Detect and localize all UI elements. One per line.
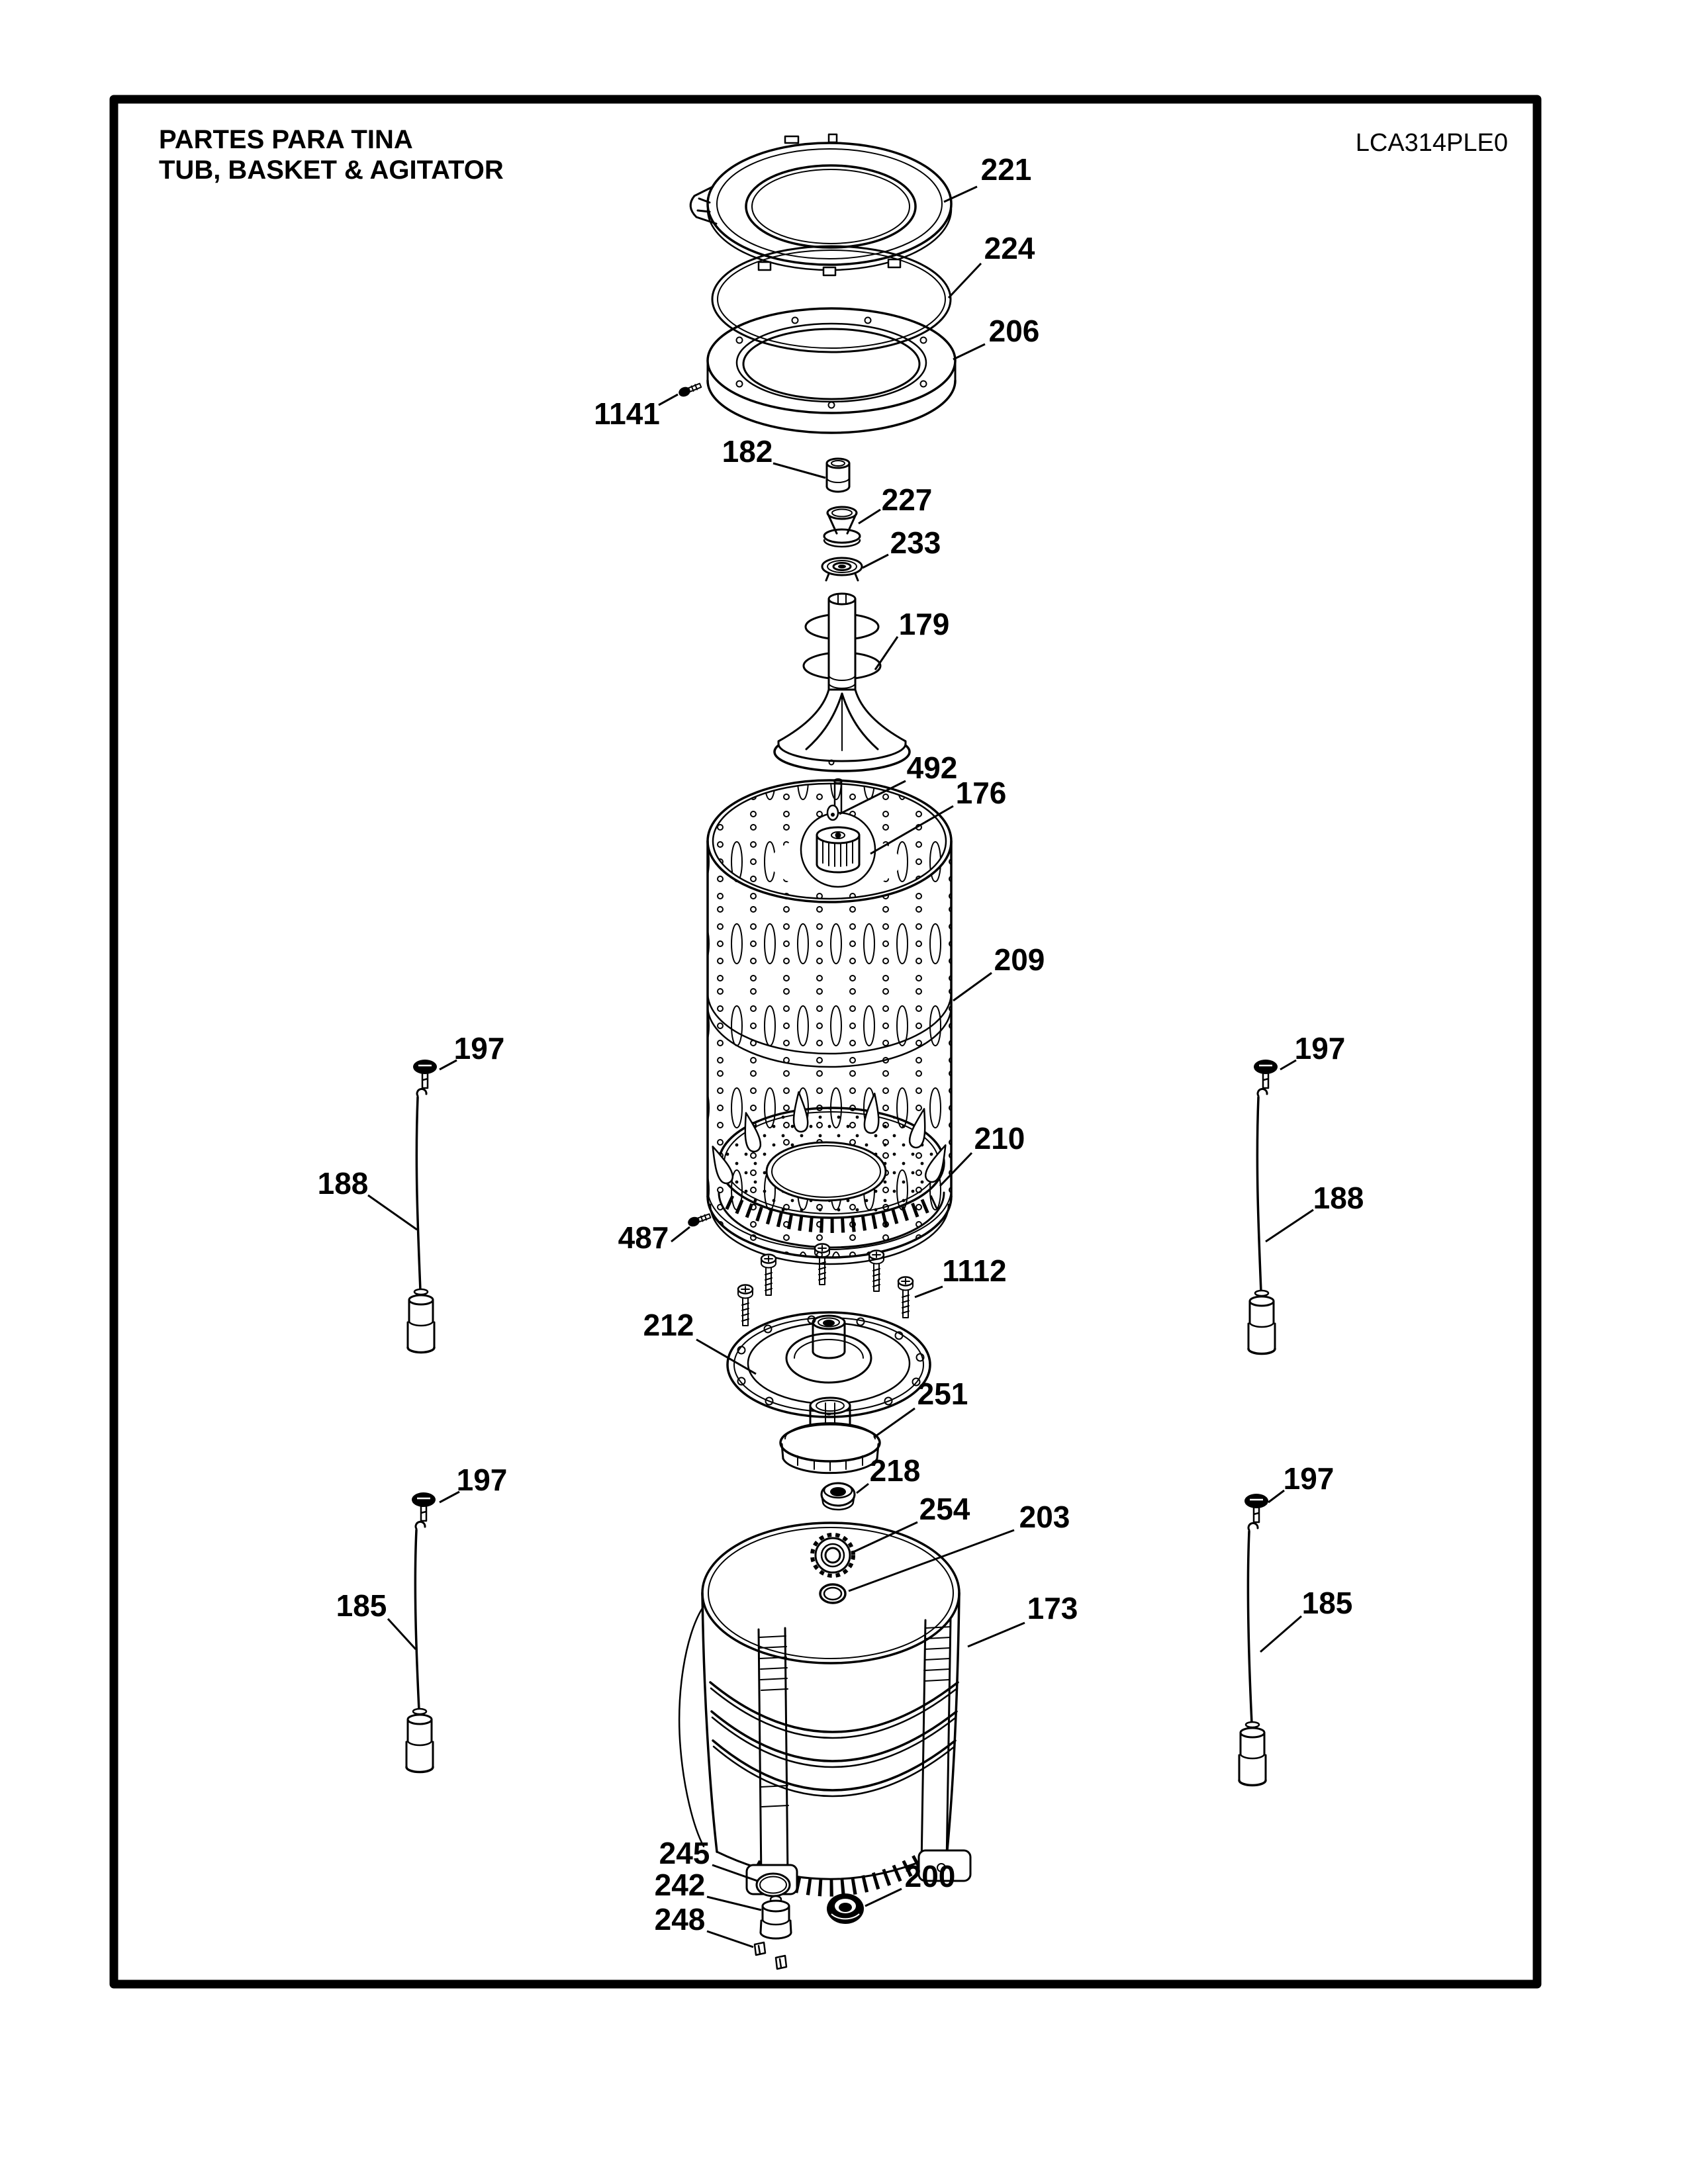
part-182-cap: [827, 459, 849, 492]
callout-227: [859, 482, 932, 523]
callout-200: [865, 1859, 955, 1906]
part-248-clips: [755, 1942, 786, 1969]
callout-197-lower-right: [1268, 1461, 1334, 1502]
suspension-rod-upper-right: [1248, 1060, 1278, 1354]
leader: [949, 263, 981, 298]
face-ring: [737, 324, 926, 402]
leader: [1260, 1616, 1301, 1652]
opening-inner: [752, 169, 910, 244]
leader: [953, 973, 992, 1001]
callout-188-label: 188: [1313, 1181, 1364, 1215]
rod-cap-197: [413, 1060, 437, 1074]
part-227-funnel: [824, 507, 860, 547]
part-221-tub-cover: [690, 134, 951, 275]
screw: [738, 1285, 753, 1326]
bottom: [761, 1933, 791, 1938]
hoop: [714, 1747, 955, 1796]
hoop: [713, 1741, 955, 1790]
callout-209-label: 209: [994, 942, 1045, 977]
cup-top: [1250, 1297, 1274, 1306]
callout-248-label: 248: [654, 1902, 706, 1936]
cap-shank: [421, 1506, 426, 1521]
part-487-screw: [686, 1212, 712, 1228]
shank: [873, 1263, 880, 1291]
callout-197-label: 197: [453, 1031, 505, 1066]
cup-bottom: [406, 1767, 433, 1772]
cup-bottom: [1239, 1780, 1266, 1786]
page-title-line1: PARTES PARA TINA: [159, 125, 413, 154]
top-inner: [831, 461, 845, 466]
cup-mid: [1241, 1754, 1264, 1758]
callout-1141: [594, 394, 678, 431]
shank: [742, 1298, 749, 1326]
part-173-outer-tub: [679, 1523, 970, 1894]
callout-1112-label: 1112: [942, 1253, 1007, 1288]
callout-179: [875, 607, 949, 670]
leader: [707, 1931, 753, 1947]
tab: [759, 262, 771, 270]
screw-shank: [688, 383, 702, 392]
callout-212-label: 212: [643, 1308, 694, 1342]
cup-top: [408, 1715, 432, 1724]
callout-185-label: 185: [1301, 1586, 1353, 1620]
rod-cap-197: [1244, 1494, 1268, 1508]
callout-242-label: 242: [654, 1868, 706, 1902]
callout-197-upper-left: [440, 1031, 504, 1069]
part-203-ring: [820, 1584, 845, 1603]
callout-218-label: 218: [869, 1453, 921, 1488]
callout-197-label: 197: [456, 1463, 508, 1497]
rod-hook: [416, 1522, 425, 1529]
top-inner: [832, 510, 852, 517]
flange: [780, 1424, 880, 1461]
bolt-hole: [792, 318, 798, 324]
part-206-tub-ring: [708, 308, 955, 433]
rod-hook: [1248, 1523, 1258, 1530]
cup-mid: [409, 1321, 433, 1326]
callout-185-right: [1260, 1586, 1352, 1652]
tab: [823, 267, 835, 275]
callout-210-label: 210: [974, 1121, 1025, 1156]
side: [702, 1593, 717, 1852]
leader: [659, 394, 678, 405]
hoop: [710, 1682, 958, 1732]
suspension-rod-lower-left: [406, 1492, 436, 1772]
hoop: [711, 1688, 957, 1738]
callout-185-label: 185: [336, 1588, 387, 1623]
callout-224-label: 224: [984, 231, 1035, 265]
hoop: [712, 1711, 957, 1761]
bore: [830, 1487, 846, 1496]
callout-197-label: 197: [1283, 1461, 1335, 1496]
part-492-hole: [827, 805, 838, 820]
callout-206: [953, 314, 1039, 359]
callout-203-label: 203: [1019, 1500, 1070, 1534]
cup-mid: [1250, 1322, 1274, 1327]
leader: [953, 344, 985, 359]
leader: [671, 1227, 690, 1242]
cup-mid: [408, 1741, 432, 1745]
latch: [690, 187, 716, 224]
callout-233: [863, 525, 941, 568]
bolt-hole: [865, 318, 871, 324]
opening: [746, 165, 915, 248]
callout-188-left: [318, 1166, 417, 1230]
top: [763, 1901, 789, 1911]
cap-shank: [422, 1073, 428, 1088]
callout-179-label: 179: [898, 607, 950, 641]
rod-cap-197: [1254, 1060, 1278, 1074]
cap-shank: [1254, 1508, 1259, 1522]
left-flange: [679, 1608, 704, 1846]
callout-173-label: 173: [1027, 1591, 1078, 1625]
model-number: LCA314PLE0: [1355, 129, 1508, 157]
callout-487: [618, 1220, 690, 1255]
part-224-gasket: [712, 246, 951, 352]
suspension-rod-lower-right: [1239, 1494, 1268, 1786]
bolt-hole: [737, 381, 743, 387]
rod-185: [1248, 1531, 1252, 1723]
callout-206-label: 206: [988, 314, 1040, 348]
leader: [859, 510, 880, 523]
part-200-grommet: [827, 1893, 864, 1924]
screw-shank: [698, 1213, 711, 1222]
part-218-nut: [821, 1483, 855, 1510]
cup-bottom: [408, 1347, 434, 1352]
hole: [767, 1142, 886, 1201]
bore: [838, 565, 846, 569]
callout-251-label: 251: [917, 1377, 968, 1411]
cup-bottom: [1248, 1349, 1275, 1354]
callout-248: [655, 1902, 753, 1947]
cup-collar: [1255, 1291, 1268, 1296]
callout-227-label: 227: [881, 482, 933, 517]
cup-collar: [413, 1709, 426, 1714]
callout-173: [968, 1591, 1078, 1647]
page-title-line2: TUB, BASKET & AGITATOR: [159, 156, 504, 185]
rod-cap-197: [412, 1492, 436, 1507]
leader: [1266, 1210, 1313, 1242]
hub-center: [835, 833, 841, 839]
callout-182: [722, 434, 825, 478]
clip: [755, 1942, 765, 1955]
flange: [824, 529, 860, 543]
body-bottom: [708, 381, 955, 433]
mid-line: [827, 478, 849, 482]
callout-182-label: 182: [722, 434, 773, 469]
opening: [743, 329, 919, 399]
leader: [863, 555, 888, 568]
part-245-oring: [757, 1874, 790, 1896]
cup-top: [1241, 1728, 1264, 1737]
callout-188-right: [1266, 1181, 1364, 1242]
leader: [368, 1195, 417, 1230]
part-1141-screw: [677, 381, 702, 398]
hole-center: [831, 813, 835, 817]
callout-233-label: 233: [890, 525, 941, 560]
leader: [388, 1619, 416, 1649]
callout-210: [940, 1121, 1025, 1186]
cup-collar: [414, 1289, 428, 1295]
cap-shank: [1263, 1073, 1268, 1088]
callout-188-label: 188: [317, 1166, 369, 1201]
leader: [968, 1623, 1025, 1647]
leader: [707, 1897, 761, 1910]
callout-197-upper-right: [1280, 1031, 1345, 1069]
bolt-hole: [829, 402, 835, 408]
callout-221-label: 221: [980, 152, 1032, 187]
hub-boss: [801, 813, 875, 887]
shaft-fill: [829, 598, 855, 690]
mid: [763, 1919, 789, 1925]
part-233-seal: [822, 558, 862, 580]
hinge-nub: [829, 134, 837, 142]
bottom: [827, 486, 849, 492]
callout-197-lower-left: [440, 1463, 507, 1502]
callout-224: [949, 231, 1035, 298]
shank: [765, 1267, 772, 1295]
leader: [874, 1408, 915, 1437]
callout-1112: [915, 1253, 1007, 1297]
callout-487-label: 487: [618, 1220, 669, 1255]
rod-hook: [417, 1089, 426, 1096]
callout-254-label: 254: [919, 1492, 970, 1526]
outline: [712, 246, 951, 352]
callout-197-label: 197: [1294, 1031, 1346, 1066]
bolt-hole: [737, 338, 743, 343]
leader: [915, 1287, 943, 1297]
hoop: [712, 1717, 956, 1767]
leader: [773, 463, 825, 478]
callout-176-label: 176: [955, 776, 1007, 810]
rails: [921, 1619, 951, 1866]
rod-188: [416, 1097, 420, 1291]
screw: [761, 1255, 776, 1296]
suspension-rod-upper-left: [408, 1060, 437, 1352]
bolt-hole: [921, 338, 927, 343]
clip: [776, 1956, 786, 1969]
leader: [857, 1484, 868, 1493]
tab: [888, 259, 900, 267]
leader: [875, 637, 898, 670]
callout-218: [857, 1453, 920, 1493]
boss-bore: [823, 1320, 835, 1326]
rod-188: [1257, 1097, 1261, 1292]
bolt-hole: [921, 381, 927, 387]
callout-209: [953, 942, 1045, 1001]
shank: [819, 1257, 825, 1285]
leader: [865, 1889, 902, 1906]
shank: [902, 1290, 909, 1318]
callout-185-left: [336, 1588, 416, 1649]
leader: [1268, 1490, 1284, 1502]
callout-245-label: 245: [659, 1836, 710, 1870]
leader: [1280, 1060, 1296, 1069]
cup-top: [409, 1295, 433, 1304]
screw: [898, 1277, 913, 1318]
part-179-agitator: [774, 594, 910, 771]
rod-hook: [1258, 1089, 1267, 1096]
rod-185: [415, 1530, 419, 1710]
cup-collar: [1246, 1722, 1259, 1727]
callout-200-label: 200: [904, 1859, 956, 1893]
bore: [839, 1903, 852, 1912]
callout-492-label: 492: [906, 751, 958, 785]
part-242-dome: [761, 1896, 791, 1938]
callout-1141-label: 1141: [594, 396, 660, 431]
callout-221: [944, 152, 1031, 202]
screw: [869, 1251, 884, 1292]
hinge-nub: [785, 136, 798, 143]
